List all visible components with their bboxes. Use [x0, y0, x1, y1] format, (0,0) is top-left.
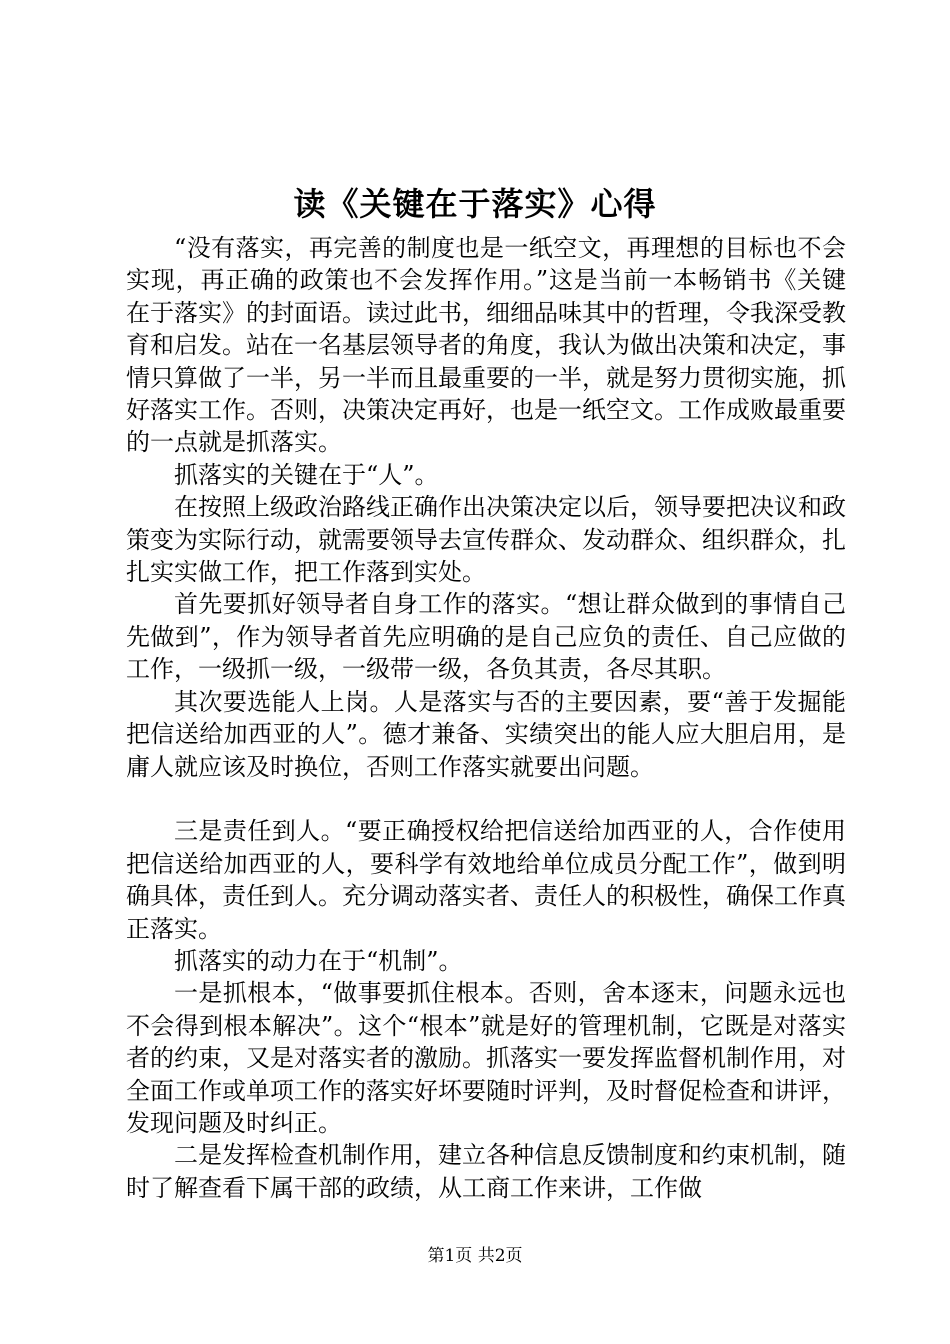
- paragraph: 其次要选能人上岗。人是落实与否的主要因素，要“善于发掘能把信送给加西亚的人”。德才兼备、实绩突出的能人应大胆启用，是庸人就应该及时换位，否则工作落实就要出问题。: [126, 687, 846, 781]
- document-body: [126, 232, 846, 1204]
- paragraph: “没有落实，再完善的制度也是一纸空文，再理想的目标也不会实现，再正确的政策也不会发挥作用。”这是当前一本畅销书《关键在于落实》的封面语。读过此书，细细品味其中的哲理，令我深受教育和启发。站在一名基层领导者的角度，我认为做出决策和决定，事情只算做了一半，另一半而且最重要的一半，就是努力贯彻实施，抓好落实工作。否则，决策决定再好，也是一纸空文。工作成败最重要的一点就是抓落实。: [126, 234, 846, 457]
- paragraph: 一是抓根本，“做事要抓住根本。否则，舍本逐末，问题永远也不会得到根本解决”。这个“根本”就是好的管理机制，它既是对落实者的约束，又是对落实者的激励。抓落实一要发挥监督机制作用，对全面工作或单项工作的落实好坏要随时评判，及时督促检查和讲评，发现问题及时纠正。: [126, 979, 846, 1137]
- paragraph: 抓落实的动力在于“机制”。: [174, 946, 463, 975]
- document-title: 读《关键在于落实》心得: [293, 185, 657, 223]
- page-number: 第1页 共2页: [427, 1246, 523, 1266]
- paragraph: 抓落实的关键在于“人”。: [174, 460, 439, 489]
- paragraph-spacer: [126, 783, 846, 815]
- paragraph: 二是发挥检查机制作用，建立各种信息反馈制度和约束机制，随时了解查看下属干部的政绩，从工商工作来讲，工作做: [126, 1141, 846, 1202]
- paragraph: 首先要抓好领导者自身工作的落实。“想让群众做到的事情自己先做到”，作为领导者首先应明确的是自己应负的责任、自己应做的工作，一级抓一级，一级带一级，各负其责，各尽其职。: [126, 590, 846, 684]
- paragraph: 在按照上级政治路线正确作出决策决定以后，领导要把决议和政策变为实际行动，就需要领导去宣传群众、发动群众、组织群众，扎扎实实做工作，把工作落到实处。: [126, 493, 846, 587]
- paragraph: 三是责任到人。“要正确授权给把信送给加西亚的人，合作使用把信送给加西亚的人，要科学有效地给单位成员分配工作”，做到明确具体，责任到人。充分调动落实者、责任人的积极性，确保工作真正落实。: [126, 817, 846, 943]
